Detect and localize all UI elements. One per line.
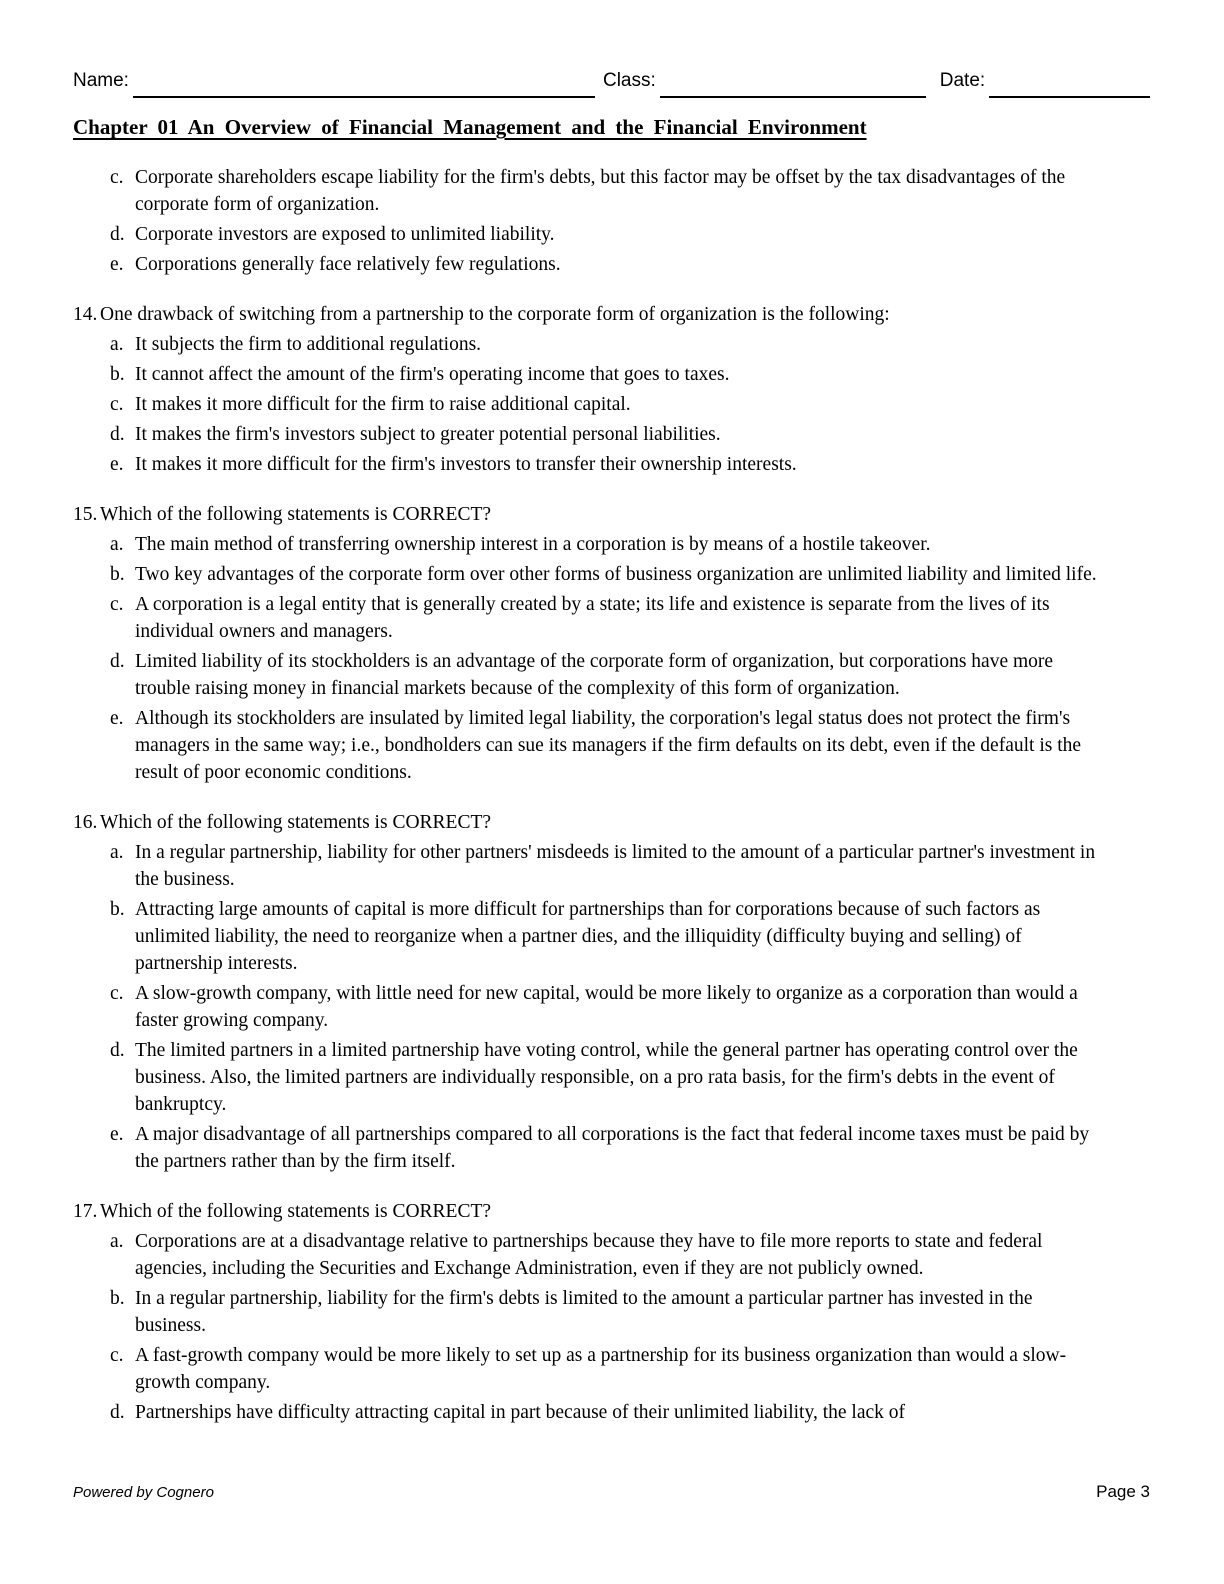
option-text: It makes the firm's investors subject to greater potential personal liabilities. (135, 424, 721, 445)
option-row (110, 221, 1150, 248)
question-line (73, 809, 1150, 836)
option-row (110, 421, 1150, 448)
option-text: Corporate shareholders escape liability for the firm's debts, but this factor may be offset by the tax disadvantages of the corporate form of organization. (135, 167, 1066, 215)
question-line (73, 301, 1150, 328)
option-text: A corporation is a legal entity that is generally created by a state; its life and existence is separate from the lives of its individual owners and managers. (135, 594, 1050, 642)
question-number: 17. (73, 1201, 98, 1222)
date-label: Date: (939, 70, 986, 91)
option-text: The limited partners in a limited partnership have voting control, while the general partner has operating control over the business. Also, the limited partners are individually responsible, on a pro rata basis, for the firm's debts in the event of bankruptcy. (135, 1040, 1078, 1115)
question-number: 14. (73, 304, 98, 325)
option-letter: b. (110, 564, 125, 585)
option-letter: a. (110, 842, 124, 863)
option-row (110, 648, 1150, 702)
option-row (110, 451, 1150, 478)
option-text: Corporate investors are exposed to unlimited liability. (135, 224, 555, 245)
question-number: 16. (73, 812, 98, 833)
option-letter: e. (110, 254, 124, 275)
option-row (110, 391, 1150, 418)
name-label: Name: (73, 70, 129, 91)
option-text: It makes it more difficult for the firm to raise additional capital. (135, 394, 631, 415)
option-text: Limited liability of its stockholders is an advantage of the corporate form of organization, but corporations have more trouble raising money in financial markets because of the complexity of this form of organization. (135, 651, 1054, 699)
option-text: The main method of transferring ownership interest in a corporation is by means of a hostile takeover. (135, 534, 931, 555)
option-row (110, 1121, 1150, 1175)
option-letter: d. (110, 651, 125, 672)
option-letter: b. (110, 899, 125, 920)
option-letter: c. (110, 167, 124, 188)
option-letter: e. (110, 1124, 124, 1145)
question-number: 15. (73, 504, 98, 525)
option-text: A fast-growth company would be more likely to set up as a partnership for its business organization than would a slow-growth company. (135, 1345, 1067, 1393)
option-text: Although its stockholders are insulated by limited legal liability, the corporation's legal status does not protect the firm's managers in the same way; i.e., bondholders can sue its managers if the firm defaults on its debt, even if the default is the result of poor economic conditions. (135, 708, 1082, 783)
option-row (110, 1037, 1150, 1118)
page-number: Page 3 (1096, 1482, 1150, 1501)
option-letter: c. (110, 394, 124, 415)
option-row (110, 1342, 1150, 1396)
option-row (110, 331, 1150, 358)
question-16 (73, 809, 1150, 1175)
question-text: One drawback of switching from a partnership to the corporate form of organization is the following: (100, 304, 890, 325)
option-row (110, 1285, 1150, 1339)
question-line (73, 1198, 1150, 1225)
class-blank-line (660, 96, 926, 98)
option-text: Two key advantages of the corporate form over other forms of business organization are unlimited liability and limited life. (135, 564, 1097, 585)
option-text: A slow-growth company, with little need for new capital, would be more likely to organize as a corporation than would a faster growing company. (135, 983, 1078, 1031)
header (73, 70, 1150, 98)
option-letter: a. (110, 1231, 124, 1252)
date-blank-line (989, 96, 1150, 98)
option-row (110, 980, 1150, 1034)
option-text: It makes it more difficult for the firm's investors to transfer their ownership interests. (135, 454, 797, 475)
question-text: Which of the following statements is CORRECT? (100, 504, 492, 525)
option-letter: c. (110, 594, 124, 615)
option-letter: d. (110, 424, 125, 445)
option-text: Partnerships have difficulty attracting capital in part because of their unlimited liability, the lack of (135, 1402, 906, 1423)
option-row (110, 561, 1150, 588)
continuation-options (73, 164, 1150, 278)
option-row (110, 591, 1150, 645)
option-letter: a. (110, 334, 124, 355)
option-text: In a regular partnership, liability for other partners' misdeeds is limited to the amount of a particular partner's investment in the business. (135, 842, 1096, 890)
option-row (110, 896, 1150, 977)
option-letter: b. (110, 364, 125, 385)
option-text: Attracting large amounts of capital is more difficult for partnerships than for corporations because of such factors as unlimited liability, the need to reorganize when a partner dies, and the illiquidity (difficulty buying and selling) of partnership interests. (135, 899, 1041, 974)
question-17 (73, 1198, 1150, 1426)
option-row (110, 705, 1150, 786)
option-row (110, 1228, 1150, 1282)
question-14 (73, 301, 1150, 478)
option-letter: d. (110, 224, 125, 245)
option-letter: e. (110, 708, 124, 729)
question-15 (73, 501, 1150, 786)
powered-by-cognero: Powered by Cognero (73, 1484, 214, 1501)
option-text: It subjects the firm to additional regulations. (135, 334, 482, 355)
option-row (110, 251, 1150, 278)
option-text: Corporations generally face relatively few regulations. (135, 254, 561, 275)
option-row (110, 361, 1150, 388)
question-line (73, 501, 1150, 528)
option-letter: c. (110, 983, 124, 1004)
option-text: Corporations are at a disadvantage relative to partnerships because they have to file more reports to state and federal agencies, including the Securities and Exchange Administration, even if they are not publicly owned. (135, 1231, 1043, 1279)
option-letter: d. (110, 1040, 125, 1061)
chapter-title: Chapter 01 An Overview of Financial Management and the Financial Environment (73, 115, 867, 139)
option-text: It cannot affect the amount of the firm's operating income that goes to taxes. (135, 364, 730, 385)
option-letter: a. (110, 534, 124, 555)
class-label: Class: (602, 70, 656, 91)
option-letter: e. (110, 454, 124, 475)
questions-area (73, 164, 1150, 1426)
option-row (110, 164, 1150, 218)
option-row (110, 531, 1150, 558)
name-blank-line (133, 96, 595, 98)
option-row (110, 1399, 1150, 1426)
option-letter: c. (110, 1345, 124, 1366)
footer (73, 1482, 1150, 1502)
question-text: Which of the following statements is CORRECT? (100, 1201, 492, 1222)
option-text: In a regular partnership, liability for the firm's debts is limited to the amount a particular partner has invested in the business. (135, 1288, 1033, 1336)
option-letter: b. (110, 1288, 125, 1309)
option-text: A major disadvantage of all partnerships compared to all corporations is the fact that federal income taxes must be paid by the partners rather than by the firm itself. (135, 1124, 1090, 1172)
option-row (110, 839, 1150, 893)
question-text: Which of the following statements is CORRECT? (100, 812, 492, 833)
option-letter: d. (110, 1402, 125, 1423)
